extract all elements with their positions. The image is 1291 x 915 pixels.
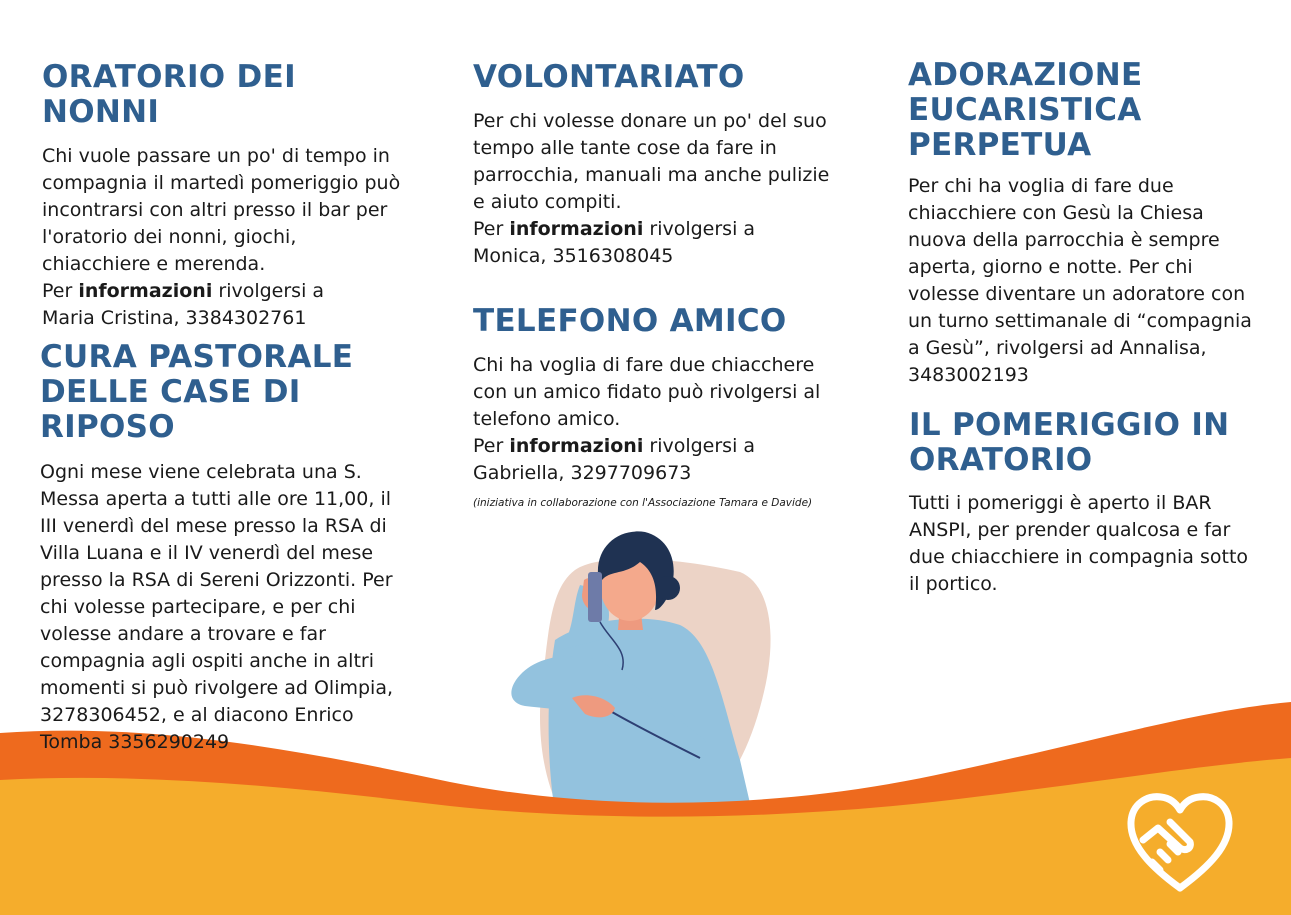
section-title xyxy=(909,408,1269,478)
section-cura-pastorale xyxy=(40,340,412,756)
section-adorazione xyxy=(908,58,1268,389)
section-body: Per chi ha voglia di fare due chiacchiere con Gesù la Chiesa nuova della parrocchia è sempre aperta, giorno e notte. Per chi volesse diventare un adoratore con un turno settimanale di “compagnia a Gesù”, rivolgersi ad Annalisa, 3483002193 xyxy=(908,175,1252,386)
collaboration-note: (iniziativa in collaborazione con l'Associazione Tamara e Davide) xyxy=(473,497,813,509)
title-line: ADORAZIONE xyxy=(908,57,1143,93)
info-prefix: Per xyxy=(42,280,79,302)
section-title xyxy=(908,58,1268,163)
section-pomeriggio xyxy=(909,408,1269,598)
section-body xyxy=(473,352,825,487)
title-line: ORATORIO xyxy=(909,442,1093,478)
title-line: CURA PASTORALE xyxy=(40,339,354,375)
info-suffix: rivolgersi a xyxy=(643,435,756,457)
contact-text: Maria Cristina, 3384302761 xyxy=(42,307,307,329)
contact-text: Gabriella, 3297709673 xyxy=(473,462,692,484)
title-line: EUCARISTICA xyxy=(908,92,1142,128)
title-line: PERPETUA xyxy=(908,127,1092,163)
section-oratorio-dei-nonni xyxy=(42,60,402,332)
body-text: Chi ha voglia di fare due chiacchere con un amico fidato può rivolgersi al telefono amico. xyxy=(473,354,821,430)
contact-text: Monica, 3516308045 xyxy=(473,245,674,267)
info-label: informazioni xyxy=(78,280,213,302)
body-text: Per chi volesse donare un po' del suo tempo alle tante cose da fare in parrocchia, manuali ma anche pulizie e aiuto compiti. xyxy=(473,110,830,213)
section-telefono-amico xyxy=(473,304,835,509)
body-text: Chi vuole passare un po' di tempo in compagnia il martedì pomeriggio può incontrarsi con altri presso il bar per l'oratorio dei nonni, giochi, chiacchiere e merenda. xyxy=(42,145,401,275)
info-prefix: Per xyxy=(473,435,510,457)
info-label: informazioni xyxy=(509,435,644,457)
info-suffix: rivolgersi a xyxy=(212,280,325,302)
section-body xyxy=(473,108,835,270)
info-label: informazioni xyxy=(509,218,644,240)
section-body: Ogni mese viene celebrata una S. Messa aperta a tutti alle ore 11,00, il III venerdì del mese presso la RSA di Villa Luana e il IV venerdì del mese presso la RSA di Sereni Orizzonti. Per chi volesse partecipare, e per chi volesse andare a trovare e far compagnia agli ospiti anche in altri momenti si può rivolgere ad Olimpia, 3278306452, e al diacono Enrico Tomba 3356290249 xyxy=(40,461,394,753)
section-body: Tutti i pomeriggi è aperto il BAR ANSPI, per prender qualcosa e far due chiacchiere in compagnia sotto il portico. xyxy=(909,492,1249,595)
info-prefix: Per xyxy=(473,218,510,240)
section-title xyxy=(40,340,412,445)
section-title: VOLONTARIATO xyxy=(473,59,745,95)
title-line: IL POMERIGGIO IN xyxy=(909,407,1230,443)
info-suffix: rivolgersi a xyxy=(643,218,756,240)
section-body xyxy=(42,143,402,332)
section-title: ORATORIO DEI NONNI xyxy=(42,59,296,130)
section-title: TELEFONO AMICO xyxy=(473,303,787,339)
title-line: DELLE CASE DI RIPOSO xyxy=(40,374,301,445)
section-volontariato xyxy=(473,60,835,270)
